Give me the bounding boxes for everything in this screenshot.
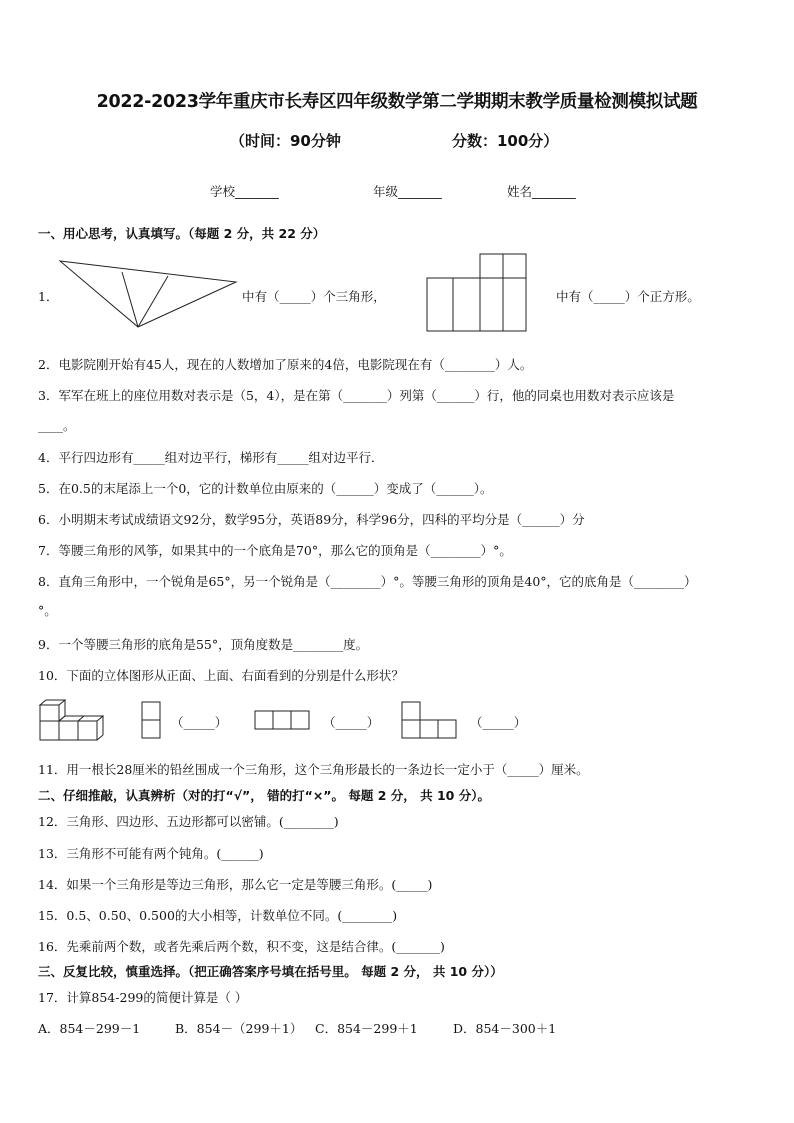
q12-text: 12．三角形、四边形、五边形都可以密铺。(________)	[38, 814, 339, 829]
exam-time: （时间：90分钟	[230, 132, 341, 150]
q17-text: 17．计算854-299的简便计算是（ ）	[38, 990, 248, 1005]
q7-text: 7．等腰三角形的风筝，如果其中的一个底角是70°，那么它的顶角是（________）°。	[38, 543, 512, 558]
q1-part-b: 中有（_____）个正方形。	[556, 289, 700, 304]
school-field: 学校_______	[210, 184, 279, 199]
front-view-figure	[140, 700, 164, 740]
q1-number: 1．	[38, 289, 59, 304]
q16-text: 16．先乘前两个数，或者先乘后两个数，积不变，这是结合律。(_______)	[38, 939, 445, 954]
q3-text-cont: ____。	[38, 418, 76, 433]
q14-text: 14．如果一个三角形是等边三角形，那么它一定是等腰三角形。(_____)	[38, 877, 433, 892]
cube-solid-figure	[38, 697, 104, 743]
section-2-heading: 二、仔细推敲，认真辨析（对的打“√”， 错的打“×”。 每题 2 分， 共 10 分）。	[38, 788, 490, 803]
squares-figure	[425, 253, 529, 333]
q5-text: 5．在0.5的末尾添上一个0，它的计数单位由原来的（______）变成了（______）。	[38, 481, 493, 496]
section-3-heading: 三、反复比较，慎重选择。（把正确答案序号填在括号里。 每题 2 分， 共 10 分））	[38, 964, 503, 979]
q8-text: 8．直角三角形中，一个锐角是65°，另一个锐角是（________）°。等腰三角形的顶角是40°，它的底角是（________）	[38, 574, 697, 589]
q6-text: 6．小明期末考试成绩语文92分，数学95分，英语89分，科学96分，四科的平均分是（______）分	[38, 512, 585, 527]
q3-text: 3．军军在班上的座位用数对表示是（5，4），是在第（_______）列第（______）行，他的同桌也用数对表示应该是	[38, 388, 675, 403]
page-title: 2022-2023学年重庆市长寿区四年级数学第二学期期末教学质量检测模拟试题	[96, 92, 698, 112]
name-field: 姓名_______	[507, 184, 576, 199]
q10-blank-3: （_____）	[470, 715, 527, 730]
q10-text: 10．下面的立体图形从正面、上面、右面看到的分别是什么形状？	[38, 668, 404, 683]
top-view-figure	[253, 709, 313, 731]
section-1-heading: 一、用心思考，认真填写。（每题 2 分，共 22 分）	[38, 226, 326, 241]
triangle-figure	[58, 258, 240, 330]
q17-option-d: D．854－300＋1	[453, 1021, 557, 1036]
q1-part-a: 中有（_____）个三角形，	[242, 289, 386, 304]
q4-text: 4．平行四边形有_____组对边平行，梯形有_____组对边平行．	[38, 450, 384, 465]
q2-text: 2．电影院刚开始有45人，现在的人数增加了原来的4倍，电影院现在有（________）人。	[38, 357, 533, 372]
q17-option-c: C．854－299＋1	[315, 1021, 418, 1036]
q17-option-b: B．854－（299＋1）	[175, 1021, 303, 1036]
q10-blank-2: （_____）	[323, 715, 380, 730]
exam-score: 分数：100分）	[452, 132, 559, 150]
q8-text-cont: °。	[38, 603, 57, 618]
q17-option-a: A．854－299－1	[38, 1021, 141, 1036]
q11-text: 11．用一根长28厘米的铅丝围成一个三角形，这个三角形最长的一条边长一定小于（_____）厘米。	[38, 762, 589, 777]
q13-text: 13．三角形不可能有两个钝角。(______)	[38, 846, 264, 861]
q9-text: 9．一个等腰三角形的底角是55°，顶角度数是________度。	[38, 637, 369, 652]
side-view-figure	[400, 700, 460, 740]
grade-field: 年级_______	[373, 184, 442, 199]
q15-text: 15．0.5、0.50、0.500的大小相等，计数单位不同。(________)	[38, 908, 398, 923]
q10-blank-1: （_____）	[171, 715, 228, 730]
